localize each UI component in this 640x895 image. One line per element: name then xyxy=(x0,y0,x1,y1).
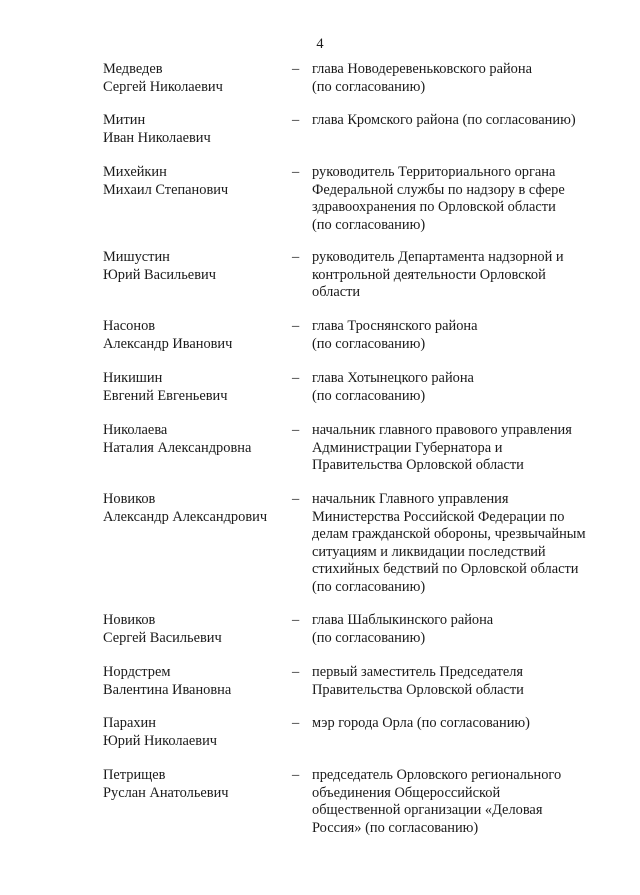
position-line: глава Новодеревеньковского района xyxy=(312,61,532,77)
position-line: общественной организации «Деловая xyxy=(312,802,543,819)
member-position xyxy=(312,664,612,699)
dash-separator: – xyxy=(292,664,300,680)
member-given-names: Сергей Николаевич xyxy=(103,78,223,95)
position-line: председатель Орловского регионального xyxy=(312,767,562,783)
position-line: Министерства Российской Федерации по xyxy=(312,508,565,525)
position-line: (по согласованию) xyxy=(312,216,426,233)
member-position xyxy=(312,112,612,130)
member-given-names: Юрий Николаевич xyxy=(103,732,218,749)
position-line: области xyxy=(312,284,361,301)
position-line: глава Хотынецкого района xyxy=(312,370,474,386)
member-position xyxy=(312,612,612,647)
dash-separator: – xyxy=(292,422,300,438)
member-position xyxy=(312,767,612,837)
position-line: глава Шаблыкинского района xyxy=(312,612,494,628)
member-surname: Никишин xyxy=(103,370,163,386)
member-position xyxy=(312,249,612,302)
position-line: (по согласованию) xyxy=(312,78,426,95)
dash-separator: – xyxy=(292,249,300,265)
dash-separator: – xyxy=(292,715,300,731)
dash-separator: – xyxy=(292,491,300,507)
member-position xyxy=(312,715,612,733)
member-given-names: Валентина Ивановна xyxy=(103,681,232,698)
page-number: 4 xyxy=(316,36,324,52)
member-given-names: Сергей Васильевич xyxy=(103,629,222,646)
position-line: Россия» (по согласованию) xyxy=(312,819,479,836)
position-line: (по согласованию) xyxy=(312,578,426,595)
member-position xyxy=(312,318,612,353)
dash-separator: – xyxy=(292,767,300,783)
position-line: (по согласованию) xyxy=(312,629,426,646)
member-given-names: Юрий Васильевич xyxy=(103,266,216,283)
position-line: глава Кромского района (по согласованию) xyxy=(312,112,576,128)
member-surname: Новиков xyxy=(103,612,156,628)
dash-separator: – xyxy=(292,112,300,128)
position-line: Федеральной службы по надзору в сфере xyxy=(312,181,565,198)
member-name xyxy=(103,318,283,353)
position-line: руководитель Территориального органа xyxy=(312,164,556,180)
position-line: начальник главного правового управления xyxy=(312,422,572,438)
dash-separator: – xyxy=(292,370,300,386)
dash-separator: – xyxy=(292,318,300,334)
member-position xyxy=(312,61,612,96)
member-surname: Николаева xyxy=(103,422,168,438)
member-surname: Насонов xyxy=(103,318,156,334)
member-name xyxy=(103,715,283,750)
position-line: Правительства Орловской области xyxy=(312,457,524,474)
member-name xyxy=(103,491,283,526)
dash-separator: – xyxy=(292,612,300,628)
member-surname: Мишустин xyxy=(103,249,170,265)
member-surname: Нордстрем xyxy=(103,664,171,680)
member-surname: Митин xyxy=(103,112,146,128)
dash-separator: – xyxy=(292,61,300,77)
position-line: глава Троснянского района xyxy=(312,318,478,334)
member-name xyxy=(103,112,283,147)
member-name xyxy=(103,422,283,457)
member-given-names: Михаил Степанович xyxy=(103,181,229,198)
member-surname: Новиков xyxy=(103,491,156,507)
member-name xyxy=(103,61,283,96)
member-position xyxy=(312,370,612,405)
member-name xyxy=(103,249,283,284)
member-position xyxy=(312,164,612,234)
member-surname: Петрищев xyxy=(103,767,166,783)
member-given-names: Александр Александрович xyxy=(103,508,268,525)
member-position xyxy=(312,491,612,597)
member-surname: Михейкин xyxy=(103,164,167,180)
position-line: стихийных бедствий по Орловской области xyxy=(312,561,579,578)
member-name xyxy=(103,164,283,199)
position-line: делам гражданской обороны, чрезвычайным xyxy=(312,526,586,543)
dash-separator: – xyxy=(292,164,300,180)
position-line: (по согласованию) xyxy=(312,335,426,352)
position-line: первый заместитель Председателя xyxy=(312,664,524,680)
member-name xyxy=(103,767,283,802)
member-position xyxy=(312,422,612,475)
position-line: Администрации Губернатора и xyxy=(312,439,503,456)
position-line: Правительства Орловской области xyxy=(312,681,524,698)
member-name xyxy=(103,612,283,647)
position-line: руководитель Департамента надзорной и xyxy=(312,249,564,265)
member-given-names: Иван Николаевич xyxy=(103,129,211,146)
position-line: здравоохранения по Орловской области xyxy=(312,199,556,216)
member-given-names: Руслан Анатольевич xyxy=(103,784,229,801)
member-given-names: Александр Иванович xyxy=(103,335,233,352)
member-given-names: Евгений Евгеньевич xyxy=(103,387,228,404)
member-name xyxy=(103,370,283,405)
member-surname: Парахин xyxy=(103,715,156,731)
member-given-names: Наталия Александровна xyxy=(103,439,252,456)
member-surname: Медведев xyxy=(103,61,163,77)
member-name xyxy=(103,664,283,699)
position-line: контрольной деятельности Орловской xyxy=(312,266,546,283)
position-line: начальник Главного управления xyxy=(312,491,509,507)
position-line: объединения Общероссийской xyxy=(312,784,501,801)
position-line: ситуациям и ликвидации последствий xyxy=(312,543,546,560)
position-line: (по согласованию) xyxy=(312,387,426,404)
position-line: мэр города Орла (по согласованию) xyxy=(312,715,530,731)
